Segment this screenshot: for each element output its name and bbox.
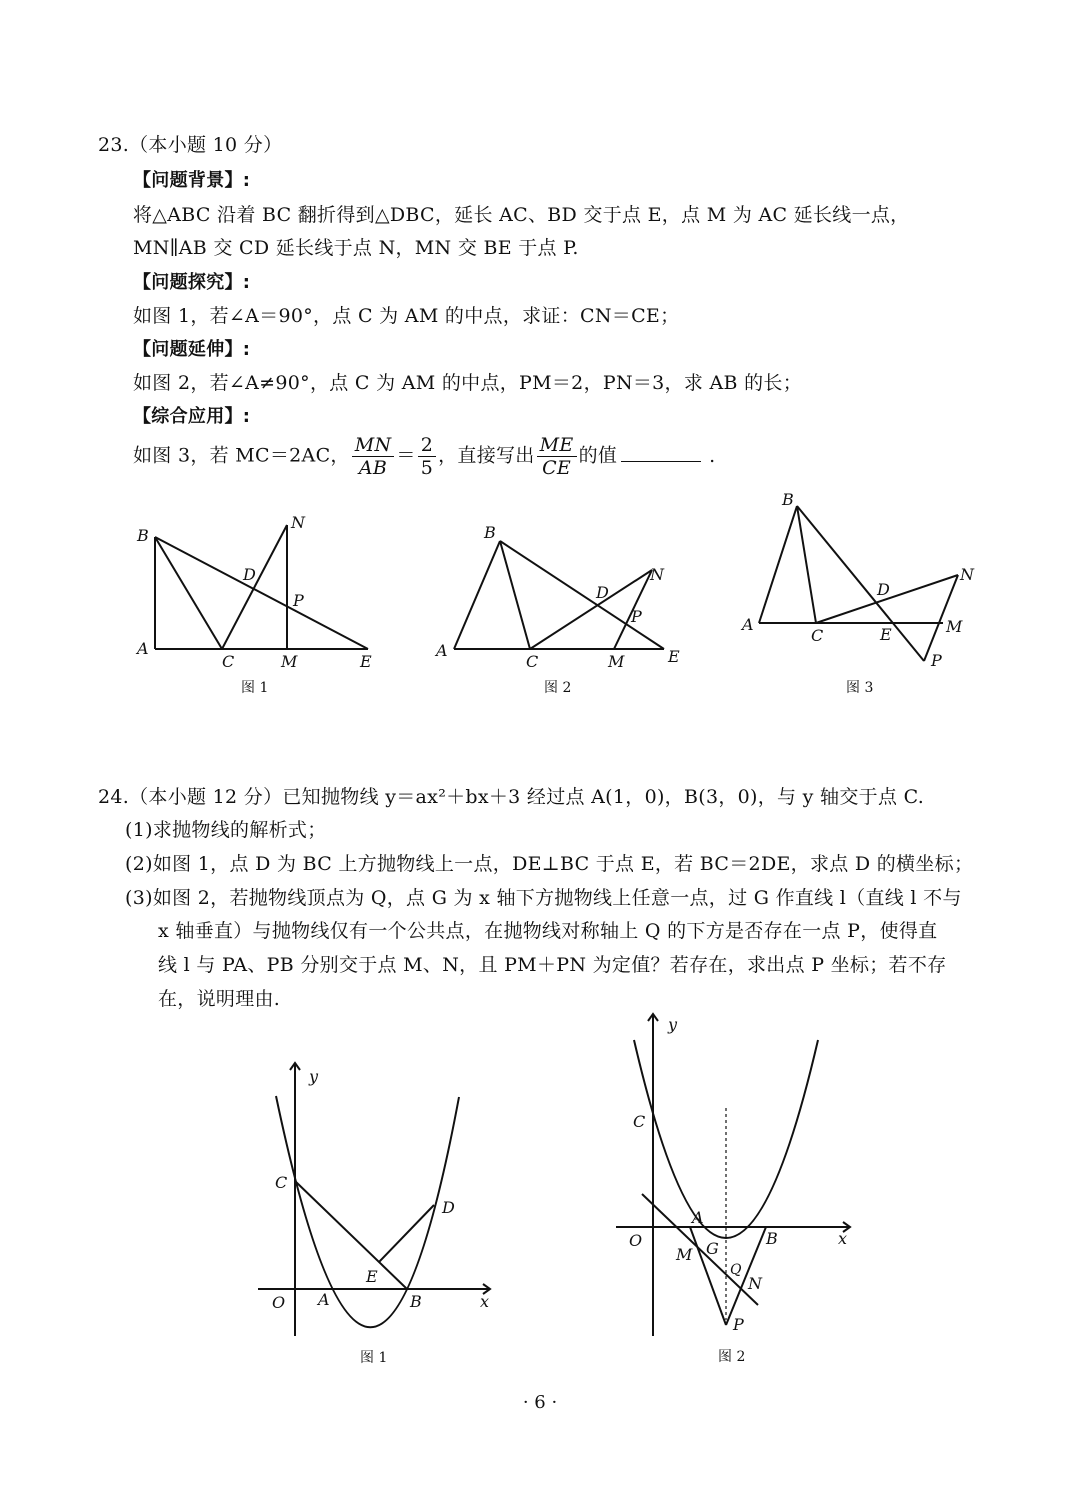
label-c: C	[222, 652, 235, 671]
label-d: D	[243, 565, 256, 584]
apply-end: .	[709, 444, 716, 467]
fraction-numerator: MN	[352, 434, 395, 457]
label-a: A	[742, 615, 754, 634]
q24-part3-line1: (3)如图 2，若抛物线顶点为 Q，点 G 为 x 轴下方抛物线上任意一点，过 G 作直线 l（直线 l 不与	[125, 887, 962, 909]
q23-header: 23.（本小题 10 分）	[98, 134, 283, 156]
q23-background-line2: MN∥AB 交 CD 延长线于点 N，MN 交 BE 于点 P.	[133, 237, 579, 259]
q23-apply-title: 【综合应用】:	[133, 406, 251, 427]
fraction-numerator: 2	[418, 434, 436, 457]
equals-sign: ＝	[396, 444, 416, 467]
label-e: E	[668, 647, 680, 666]
label-n: N	[748, 1274, 762, 1293]
label-p: P	[293, 591, 304, 610]
label-b: B	[766, 1229, 778, 1248]
segment-ed	[379, 1205, 434, 1262]
q24-part2: (2)如图 1，点 D 为 BC 上方抛物线上一点，DE⊥BC 于点 E，若 BC＝2DE，求点 D 的横坐标；	[125, 853, 974, 875]
figure-caption: 图 3	[846, 680, 874, 696]
label-c: C	[811, 626, 824, 645]
label-b: B	[410, 1292, 422, 1311]
apply-suffix: 的值	[578, 444, 618, 467]
label-p: P	[733, 1315, 744, 1334]
q23-figure-3	[730, 485, 990, 700]
label-q: Q	[730, 1262, 742, 1278]
q24-part1: (1)求抛物线的解析式；	[125, 819, 327, 841]
q24-part3-line3: 线 l 与 PA、PB 分别交于点 M、N，且 PM＋PN 为定值？若存在，求出点 P 坐标；若不存	[158, 954, 947, 976]
page-number: · 6 ·	[522, 1392, 558, 1413]
segment-bc	[797, 506, 816, 623]
label-c: C	[275, 1173, 288, 1192]
q23-background-line1: 将△ABC 沿着 BC 翻折得到△DBC，延长 AC、BD 交于点 E，点 M 为 AC 延长线一点，	[133, 204, 910, 226]
q23-explore-text: 如图 1，若∠A＝90°，点 C 为 AM 的中点，求证：CN＝CE；	[133, 305, 680, 327]
label-n: N	[960, 565, 974, 584]
label-b: B	[484, 523, 496, 542]
label-c: C	[633, 1112, 646, 1131]
label-n: N	[291, 513, 305, 532]
segment-ba	[759, 506, 797, 623]
label-e: E	[366, 1267, 378, 1286]
apply-middle: ，直接写出	[438, 444, 535, 467]
segment-be	[155, 537, 368, 649]
label-c: C	[526, 652, 539, 671]
segment-ba	[454, 541, 500, 649]
label-x: x	[480, 1292, 490, 1311]
label-m: M	[281, 652, 298, 671]
fraction-numerator: ME	[537, 434, 577, 457]
q23-apply-line	[133, 434, 716, 479]
q24-figure-2	[610, 1005, 870, 1375]
figure-caption: 图 1	[241, 680, 269, 696]
label-b: B	[782, 490, 794, 509]
label-d: D	[442, 1198, 455, 1217]
parabola	[276, 1096, 459, 1327]
fraction-denominator: AB	[358, 457, 388, 479]
label-m: M	[676, 1245, 693, 1264]
fraction-denominator: CE	[542, 457, 572, 479]
label-y: y	[309, 1067, 319, 1086]
label-d: D	[596, 583, 609, 602]
label-e: E	[880, 625, 892, 644]
label-y: y	[668, 1015, 678, 1034]
q24-part3-line4: 在，说明理由.	[158, 988, 281, 1010]
label-b: B	[137, 526, 149, 545]
label-p: P	[631, 607, 642, 626]
q23-figure-2	[430, 515, 690, 700]
q23-extend-text: 如图 2，若∠A≠90°，点 C 为 AM 的中点，PM＝2，PN＝3，求 AB 的长；	[133, 372, 803, 394]
figure-caption: 图 2	[544, 680, 572, 696]
fraction-two-fifths	[418, 434, 436, 479]
q24-line1: 24.（本小题 12 分）已知抛物线 y＝ax²＋bx＋3 经过点 A(1，0)，B(3，0)，与 y 轴交于点 C.	[98, 786, 925, 808]
label-o: O	[272, 1293, 286, 1312]
label-e: E	[360, 652, 372, 671]
figure-caption: 图 1	[360, 1350, 388, 1366]
q24-part3-line2: x 轴垂直）与抛物线仅有一个公共点，在抛物线对称轴上 Q 的下方是否存在一点 P，使得直	[158, 920, 938, 942]
label-m: M	[608, 652, 625, 671]
label-x: x	[838, 1229, 848, 1248]
label-a: A	[137, 639, 149, 658]
fraction-denominator: 5	[420, 457, 434, 479]
figure-caption: 图 2	[718, 1349, 746, 1365]
label-p: P	[931, 651, 942, 670]
q24-figure-1	[250, 1055, 510, 1375]
label-d: D	[877, 580, 890, 599]
label-a: A	[692, 1208, 704, 1227]
label-o: O	[629, 1231, 643, 1250]
label-n: N	[650, 565, 664, 584]
apply-prefix: 如图 3，若 MC＝2AC，	[133, 444, 350, 467]
fraction-mn-ab	[352, 434, 395, 479]
label-a: A	[436, 641, 448, 660]
label-m: M	[946, 617, 963, 636]
label-a: A	[318, 1290, 330, 1309]
q23-extend-title: 【问题延伸】:	[133, 339, 251, 360]
answer-blank[interactable]	[621, 461, 701, 462]
label-g: G	[706, 1239, 719, 1258]
q23-background-title: 【问题背景】:	[133, 170, 251, 191]
fraction-me-ce	[537, 434, 577, 479]
q23-explore-title: 【问题探究】:	[133, 272, 251, 293]
segment-cn	[222, 525, 287, 649]
q23-figure-1	[120, 510, 390, 700]
